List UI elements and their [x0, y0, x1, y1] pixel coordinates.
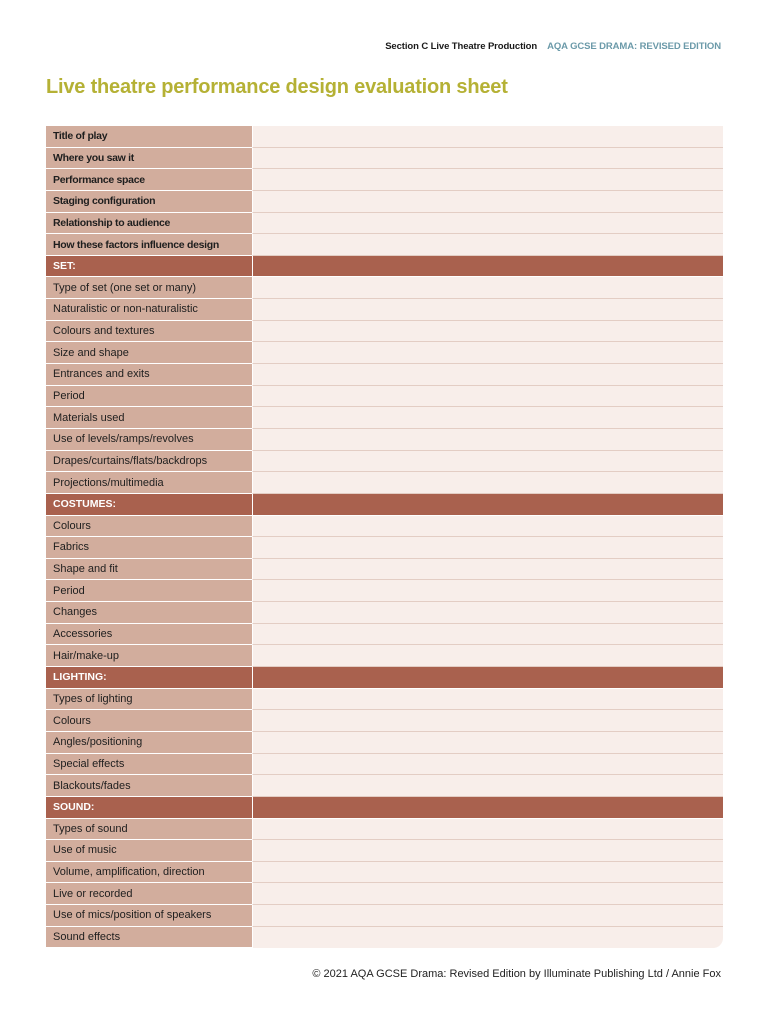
- row-label: Hair/make-up: [46, 645, 252, 667]
- table-row: [46, 537, 723, 559]
- row-label: Use of levels/ramps/revolves: [46, 429, 252, 451]
- row-label: Shape and fit: [46, 559, 252, 581]
- table-row: [46, 732, 723, 754]
- table-row: [46, 277, 723, 299]
- copyright-footer: © 2021 AQA GCSE Drama: Revised Edition by Illuminate Publishing Ltd / Annie Fox: [312, 968, 721, 980]
- table-row: [46, 234, 723, 256]
- table-row: [46, 472, 723, 494]
- row-label: Where you saw it: [46, 148, 252, 170]
- running-header: [385, 41, 721, 52]
- answer-field[interactable]: [252, 840, 723, 862]
- section-band: [252, 667, 723, 689]
- table-row: [46, 754, 723, 776]
- section-label: SOUND:: [46, 797, 252, 819]
- answer-field[interactable]: [252, 429, 723, 451]
- row-label: Drapes/curtains/flats/backdrops: [46, 451, 252, 473]
- row-label: Projections/multimedia: [46, 472, 252, 494]
- table-row: [46, 927, 723, 949]
- row-label: Volume, amplification, direction: [46, 862, 252, 884]
- table-row: [46, 321, 723, 343]
- table-row: [46, 645, 723, 667]
- row-label: How these factors influence design: [46, 234, 252, 256]
- section-label: SET:: [46, 256, 252, 278]
- answer-field[interactable]: [252, 407, 723, 429]
- row-label: Accessories: [46, 624, 252, 646]
- row-label: Relationship to audience: [46, 213, 252, 235]
- row-label: Sound effects: [46, 927, 252, 949]
- table-row: [46, 364, 723, 386]
- answer-field[interactable]: [252, 169, 723, 191]
- section-header-row: [46, 797, 723, 819]
- table-row: [46, 710, 723, 732]
- answer-field[interactable]: [252, 472, 723, 494]
- table-row: [46, 451, 723, 473]
- table-row: [46, 689, 723, 711]
- table-row: [46, 775, 723, 797]
- answer-field[interactable]: [252, 126, 723, 148]
- answer-field[interactable]: [252, 732, 723, 754]
- row-label: Type of set (one set or many): [46, 277, 252, 299]
- row-label: Use of mics/position of speakers: [46, 905, 252, 927]
- table-row: [46, 386, 723, 408]
- row-label: Changes: [46, 602, 252, 624]
- table-row: [46, 148, 723, 170]
- answer-field[interactable]: [252, 559, 723, 581]
- answer-field[interactable]: [252, 754, 723, 776]
- table-row: [46, 126, 723, 148]
- row-label: Fabrics: [46, 537, 252, 559]
- answer-field[interactable]: [252, 234, 723, 256]
- table-row: [46, 905, 723, 927]
- page-title: Live theatre performance design evaluation sheet: [46, 76, 508, 98]
- table-row: [46, 342, 723, 364]
- section-header-row: [46, 256, 723, 278]
- table-row: [46, 819, 723, 841]
- row-label: Colours: [46, 516, 252, 538]
- table-row: [46, 213, 723, 235]
- header-section: Section C Live Theatre Production: [385, 41, 538, 52]
- evaluation-table: [46, 126, 723, 948]
- header-edition: AQA GCSE DRAMA: REVISED EDITION: [547, 41, 721, 52]
- section-band: [252, 797, 723, 819]
- row-label: Angles/positioning: [46, 732, 252, 754]
- answer-field[interactable]: [252, 927, 723, 949]
- answer-field[interactable]: [252, 148, 723, 170]
- answer-field[interactable]: [252, 364, 723, 386]
- row-label: Entrances and exits: [46, 364, 252, 386]
- row-label: Live or recorded: [46, 883, 252, 905]
- answer-field[interactable]: [252, 299, 723, 321]
- answer-field[interactable]: [252, 580, 723, 602]
- table-row: [46, 862, 723, 884]
- answer-field[interactable]: [252, 277, 723, 299]
- row-label: Use of music: [46, 840, 252, 862]
- answer-field[interactable]: [252, 516, 723, 538]
- section-header-row: [46, 667, 723, 689]
- answer-field[interactable]: [252, 321, 723, 343]
- section-band: [252, 256, 723, 278]
- row-label: Title of play: [46, 126, 252, 148]
- answer-field[interactable]: [252, 819, 723, 841]
- answer-field[interactable]: [252, 710, 723, 732]
- row-label: Special effects: [46, 754, 252, 776]
- row-label: Colours and textures: [46, 321, 252, 343]
- answer-field[interactable]: [252, 451, 723, 473]
- row-label: Period: [46, 386, 252, 408]
- row-label: Period: [46, 580, 252, 602]
- table-row: [46, 516, 723, 538]
- answer-field[interactable]: [252, 645, 723, 667]
- table-row: [46, 169, 723, 191]
- answer-field[interactable]: [252, 342, 723, 364]
- table-row: [46, 299, 723, 321]
- row-label: Blackouts/fades: [46, 775, 252, 797]
- table-row: [46, 559, 723, 581]
- table-row: [46, 624, 723, 646]
- table-row: [46, 602, 723, 624]
- answer-field[interactable]: [252, 624, 723, 646]
- row-label: Staging configuration: [46, 191, 252, 213]
- answer-field[interactable]: [252, 775, 723, 797]
- answer-field[interactable]: [252, 602, 723, 624]
- row-label: Size and shape: [46, 342, 252, 364]
- row-label: Colours: [46, 710, 252, 732]
- table-row: [46, 883, 723, 905]
- answer-field[interactable]: [252, 213, 723, 235]
- answer-field[interactable]: [252, 386, 723, 408]
- table-row: [46, 580, 723, 602]
- answer-field[interactable]: [252, 689, 723, 711]
- section-band: [252, 494, 723, 516]
- row-label: Naturalistic or non-naturalistic: [46, 299, 252, 321]
- table-row: [46, 191, 723, 213]
- answer-field[interactable]: [252, 905, 723, 927]
- row-label: Performance space: [46, 169, 252, 191]
- section-label: COSTUMES:: [46, 494, 252, 516]
- row-label: Types of sound: [46, 819, 252, 841]
- answer-field[interactable]: [252, 191, 723, 213]
- section-label: LIGHTING:: [46, 667, 252, 689]
- section-header-row: [46, 494, 723, 516]
- answer-field[interactable]: [252, 883, 723, 905]
- row-label: Materials used: [46, 407, 252, 429]
- answer-field[interactable]: [252, 862, 723, 884]
- row-label: Types of lighting: [46, 689, 252, 711]
- table-row: [46, 429, 723, 451]
- answer-field[interactable]: [252, 537, 723, 559]
- table-row: [46, 407, 723, 429]
- table-row: [46, 840, 723, 862]
